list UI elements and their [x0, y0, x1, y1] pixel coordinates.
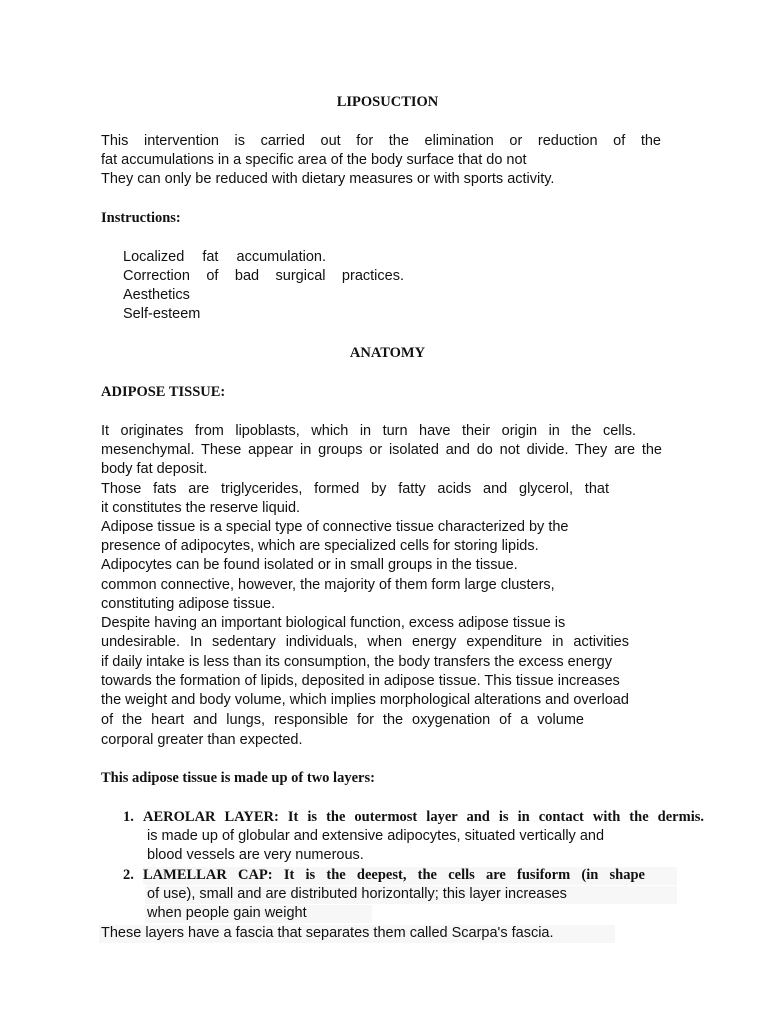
instructions-heading: Instructions:	[101, 210, 181, 226]
adipose-line: It originates from lipoblasts, which in turn have their origin in the cells.	[101, 423, 636, 439]
adipose-line: it constitutes the reserve liquid.	[101, 500, 301, 516]
layers-heading: This adipose tissue is made up of two layers:	[101, 770, 375, 786]
layer-1-heading: AEROLAR LAYER: It is the outermost layer and is in contact with the dermis.	[143, 809, 704, 825]
closing-line: These layers have a fascia that separates them called Scarpa's fascia.	[101, 925, 554, 941]
adipose-line: the weight and body volume, which implies morphological alterations and overload	[101, 692, 629, 708]
adipose-line: undesirable. In sedentary individuals, when energy expenditure in activities	[101, 634, 629, 650]
list-number: 1.	[123, 809, 134, 825]
instruction-item: Localized fat accumulation.	[123, 249, 326, 265]
document-title: LIPOSUCTION	[336, 94, 439, 110]
adipose-line: corporal greater than expected.	[101, 732, 303, 748]
list-number: 2.	[123, 867, 134, 883]
layer-2-heading: LAMELLAR CAP: It is the deepest, the cells are fusiform (in shape	[143, 867, 645, 883]
adipose-line: if daily intake is less than its consumption, the body transfers the excess energy	[101, 654, 612, 670]
intro-line-3: They can only be reduced with dietary measures or with sports activity.	[101, 171, 555, 187]
layer-2-line: when people gain weight	[147, 905, 307, 921]
anatomy-heading: ANATOMY	[349, 345, 426, 361]
adipose-line: mesenchymal. These appear in groups or isolated and do not divide. They are the	[101, 442, 662, 458]
adipose-line: of the heart and lungs, responsible for the oxygenation of a volume	[101, 712, 584, 728]
layer-1-line: is made up of globular and extensive adipocytes, situated vertically and	[147, 828, 605, 844]
adipose-heading: ADIPOSE TISSUE:	[101, 384, 226, 400]
adipose-line: common connective, however, the majority of them form large clusters,	[101, 577, 555, 593]
adipose-line: constituting adipose tissue.	[101, 596, 276, 612]
adipose-line: Despite having an important biological function, excess adipose tissue is	[101, 615, 566, 631]
instruction-item: Correction of bad surgical practices.	[123, 268, 404, 284]
layer-2-line: of use), small and are distributed horizontally; this layer increases	[147, 886, 567, 902]
adipose-line: Adipose tissue is a special type of connective tissue characterized by the	[101, 519, 569, 535]
adipose-line: body fat deposit.	[101, 461, 208, 477]
layer-1-line: blood vessels are very numerous.	[147, 847, 364, 863]
adipose-line: presence of adipocytes, which are specialized cells for storing lipids.	[101, 538, 539, 554]
instruction-item: Aesthetics	[123, 287, 190, 303]
intro-line-2: fat accumulations in a specific area of the body surface that do not	[101, 152, 527, 168]
intro-line-1: This intervention is carried out for the elimination or reduction of the	[101, 133, 661, 149]
adipose-line: Adipocytes can be found isolated or in small groups in the tissue.	[101, 557, 518, 573]
adipose-line: Those fats are triglycerides, formed by fatty acids and glycerol, that	[101, 481, 609, 497]
instruction-item: Self-esteem	[123, 306, 201, 322]
adipose-line: towards the formation of lipids, deposited in adipose tissue. This tissue increases	[101, 673, 620, 689]
